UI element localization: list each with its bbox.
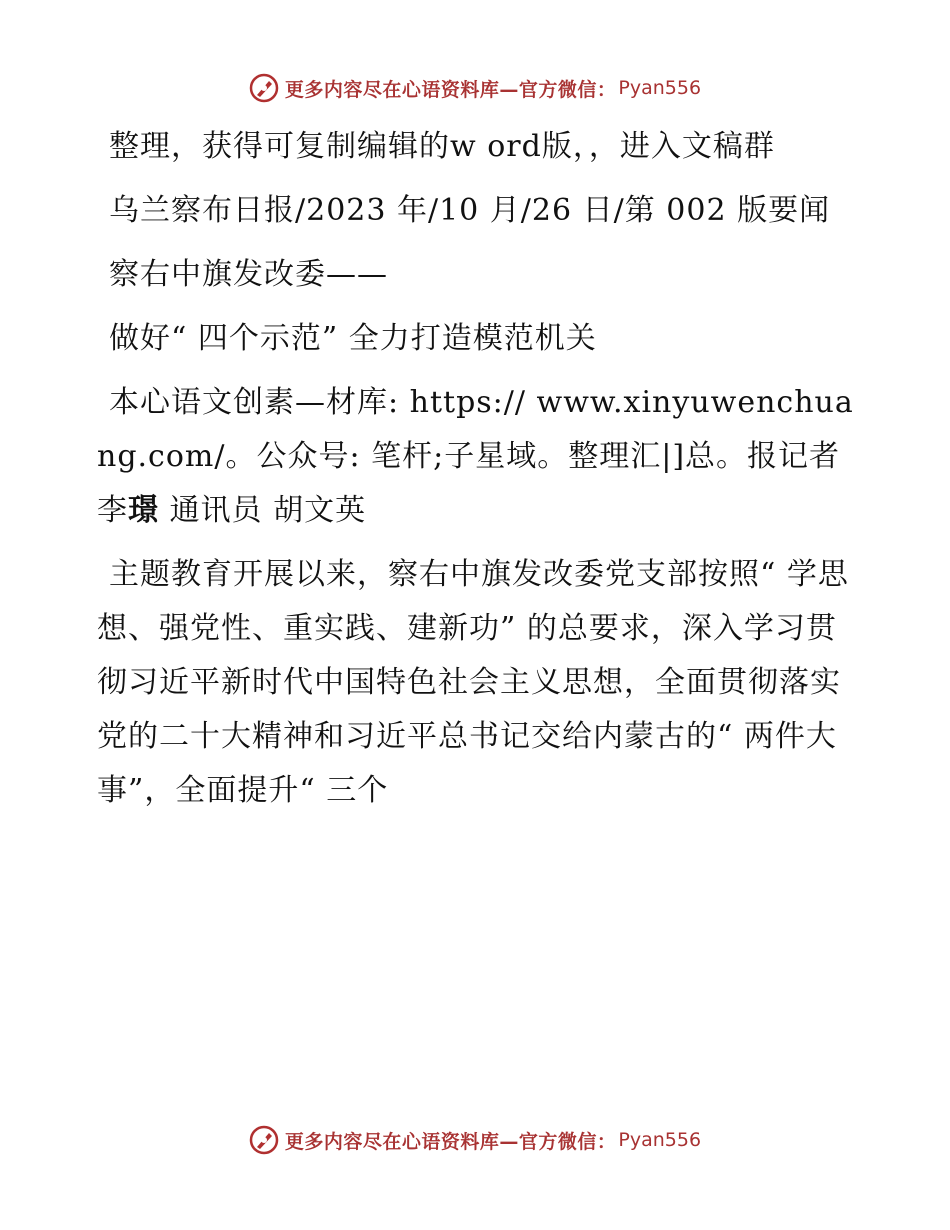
article-kicker: 察右中旗发改委—— — [109, 257, 388, 292]
pen-logo-icon — [249, 1125, 279, 1155]
document-body — [97, 120, 857, 836]
body-paragraph: 主题教育开展以来，察右中旗发改委党支部按照“ 学思想、强党性、重实践、建新功” 的总要求，深入学习贯彻习近平新时代中国特色社会主义思想，全面贯彻落实党的二十大精神和习近平总书记交给内蒙古的“ 两件大事”，全面提升“ 三个 — [97, 557, 849, 808]
intro-paragraph: 整理，获得可复制编辑的w ord版，，进入文稿群 — [109, 129, 775, 164]
byline-rest: 通讯员 胡文英 — [159, 493, 367, 528]
banner-text: 更多内容尽在心语资料库—官方微信： — [284, 1130, 617, 1153]
banner-contact: Pyan556 — [618, 77, 702, 99]
pen-logo-icon — [249, 73, 279, 103]
byline-paragraph — [97, 376, 857, 538]
footer-watermark-banner — [0, 1120, 950, 1160]
banner-contact: Pyan556 — [618, 1129, 702, 1151]
banner-text: 更多内容尽在心语资料库—官方微信： — [284, 78, 617, 101]
byline-lead: 本心语文创素—材库: https:// www.xinyuwenchuang.com/。公众号: 笔杆;子星域。整理汇|]总。报记者 李 — [97, 385, 854, 528]
byline-name-char: 璟 — [128, 493, 159, 528]
header-watermark-banner — [0, 68, 950, 108]
source-line: 乌兰察布日报/2023 年/10 月/26 日/第 002 版要闻 — [109, 193, 831, 228]
article-title: 做好“ 四个示范” 全力打造模范机关 — [109, 321, 597, 356]
